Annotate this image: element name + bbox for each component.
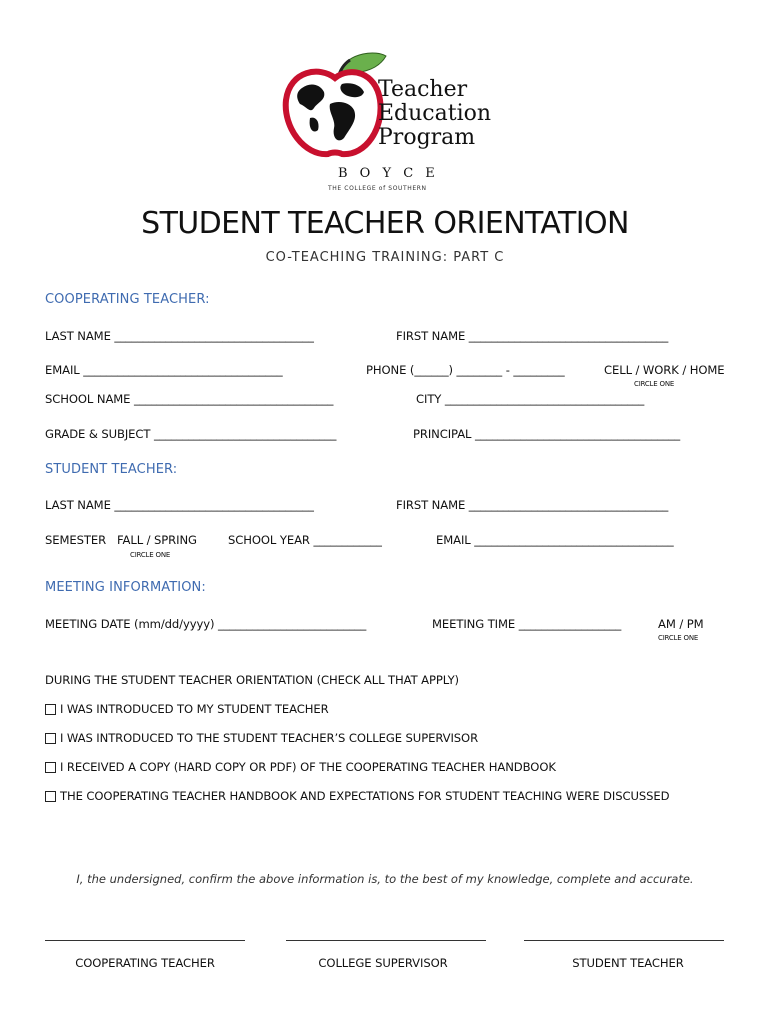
checkbox[interactable] <box>45 733 56 744</box>
logo-org-name: B O Y C E <box>338 166 439 181</box>
coop-city-field[interactable]: CITY ___________________________________ <box>416 392 645 406</box>
page-subtitle: CO-TEACHING TRAINING: PART C <box>265 250 505 265</box>
coop-first-name-field[interactable]: FIRST NAME ___________________________________ <box>396 329 669 343</box>
coop-phone-type[interactable]: CELL / WORK / HOME <box>604 363 725 377</box>
meeting-ampm-note: CIRCLE ONE <box>658 634 699 642</box>
coop-grade-subject-field[interactable]: GRADE & SUBJECT ________________________________ <box>45 427 337 441</box>
checklist-item-label: THE COOPERATING TEACHER HANDBOOK AND EXPECTATIONS FOR STUDENT TEACHING WERE DISCUSSED <box>60 789 670 803</box>
student-semester-note: CIRCLE ONE <box>130 551 171 559</box>
section-heading-meeting: MEETING INFORMATION: <box>45 580 206 595</box>
coop-email-field[interactable]: EMAIL ___________________________________ <box>45 363 283 377</box>
coop-phone-type-note: CIRCLE ONE <box>634 380 675 388</box>
meeting-time-field[interactable]: MEETING TIME __________________ <box>432 617 622 631</box>
checklist-item[interactable] <box>45 731 478 745</box>
checkbox[interactable] <box>45 704 56 715</box>
checklist-item-label: I RECEIVED A COPY (HARD COPY OR PDF) OF THE COOPERATING TEACHER HANDBOOK <box>60 760 556 774</box>
student-last-name-field[interactable]: LAST NAME ___________________________________ <box>45 498 314 512</box>
section-heading-student: STUDENT TEACHER: <box>45 462 178 477</box>
checklist-item[interactable] <box>45 702 329 716</box>
meeting-ampm[interactable]: AM / PM <box>658 617 704 631</box>
checkbox[interactable] <box>45 762 56 773</box>
checklist-item[interactable] <box>45 760 556 774</box>
student-school-year-field[interactable]: SCHOOL YEAR ____________ <box>228 533 382 547</box>
signature-line-cooperating[interactable] <box>45 940 245 941</box>
coop-last-name-field[interactable]: LAST NAME ___________________________________ <box>45 329 314 343</box>
checklist-intro: DURING THE STUDENT TEACHER ORIENTATION (CHECK ALL THAT APPLY) <box>45 673 459 687</box>
confirmation-statement: I, the undersigned, confirm the above information is, to the best of my knowledge, complete and accurate. <box>76 872 694 886</box>
apple-globe-icon <box>280 48 390 160</box>
student-first-name-field[interactable]: FIRST NAME ___________________________________ <box>396 498 669 512</box>
logo-text-teacher: Teacher <box>378 77 468 102</box>
student-semester-label: SEMESTER <box>45 533 107 547</box>
checkbox[interactable] <box>45 791 56 802</box>
meeting-date-field[interactable]: MEETING DATE (mm/dd/yyyy) __________________________ <box>45 617 367 631</box>
student-semester-options[interactable]: FALL / SPRING <box>117 533 197 547</box>
logo <box>280 48 510 196</box>
coop-school-name-field[interactable]: SCHOOL NAME ___________________________________ <box>45 392 334 406</box>
student-email-field[interactable]: EMAIL ___________________________________ <box>436 533 674 547</box>
page-title: STUDENT TEACHER ORIENTATION <box>141 206 629 241</box>
coop-principal-field[interactable]: PRINCIPAL ____________________________________ <box>413 427 681 441</box>
signature-label-cooperating: COOPERATING TEACHER <box>75 956 215 970</box>
checklist-item[interactable] <box>45 789 669 803</box>
section-heading-cooperating: COOPERATING TEACHER: <box>45 292 210 307</box>
logo-org-subtitle: THE COLLEGE of SOUTHERN <box>328 185 427 192</box>
coop-phone-field[interactable]: PHONE (______) ________ - _________ <box>366 363 565 377</box>
logo-text-program: Program <box>378 125 476 150</box>
signature-line-supervisor[interactable] <box>286 940 486 941</box>
signature-label-supervisor: COLLEGE SUPERVISOR <box>318 956 448 970</box>
signature-line-student[interactable] <box>524 940 724 941</box>
checklist-item-label: I WAS INTRODUCED TO THE STUDENT TEACHER’S COLLEGE SUPERVISOR <box>60 731 479 745</box>
checklist-item-label: I WAS INTRODUCED TO MY STUDENT TEACHER <box>60 702 329 716</box>
signature-label-student: STUDENT TEACHER <box>572 956 684 970</box>
logo-text-education: Education <box>378 101 492 126</box>
